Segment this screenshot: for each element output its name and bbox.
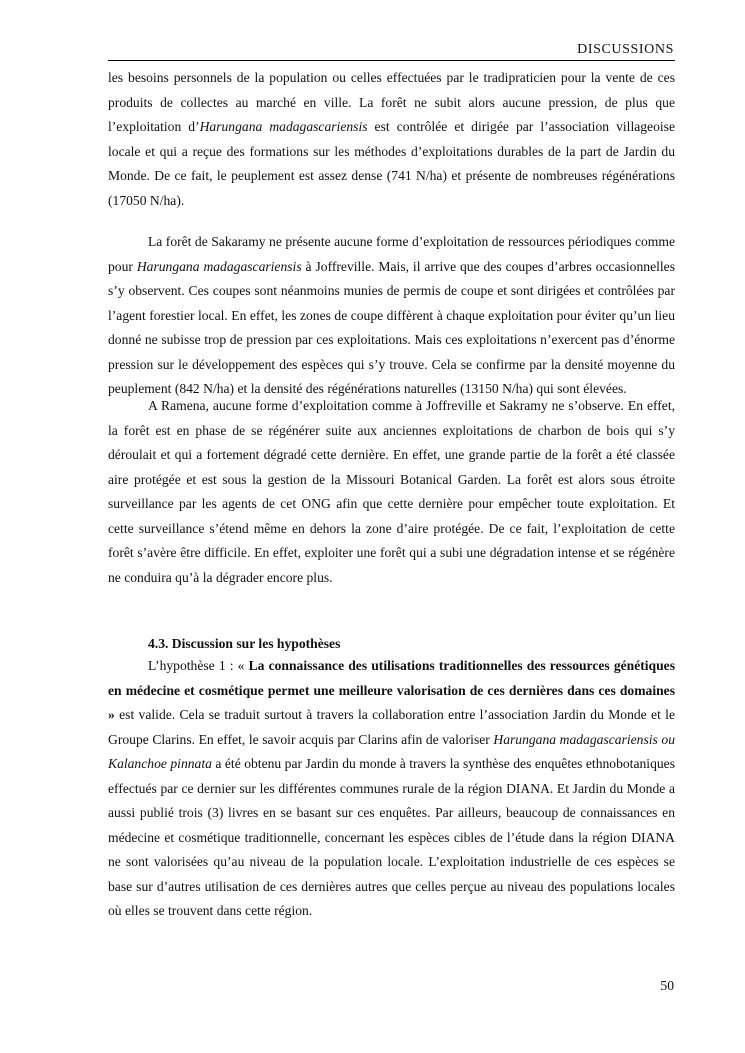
paragraph-ramena <box>108 394 675 590</box>
paragraph-hypothesis-1 <box>108 654 675 924</box>
paragraph-joffreville <box>108 66 675 213</box>
text-run: à Joffreville. Mais, il arrive que des coupes d’arbres occasionnelles s’y observent. Ces coupes sont néanmoins munies de permis de coupe et sont dirigées et contrôlées par l’agent forestier local. En effet, les zones de coupe diffèrent à chaque exploitation pour éviter qu’un lieu donné ne subisse trop de pression par ces exploitations. Mais ces exploitations n’exercent pas d’énorme pression sur le développement des espèces qui s’y trouve. Cela se confirme par la densité moyenne du peuplement (842 N/ha) et la densité des régénérations naturelles (13150 N/ha) qui sont élevées. <box>108 258 675 396</box>
page-number: 50 <box>660 978 674 993</box>
italic-text: Harungana madagascariensis <box>199 119 368 134</box>
text-run: A Ramena, aucune forme d’exploitation comme à Joffreville et Sakramy ne s’observe. En effet, la forêt est en phase de se régénérer suite aux anciennes exploitations de charbon de bois qui s’y déroulait et qui a fortement dégradé cette dernière. En effet, une grande partie de la forêt a été classée aire protégée et est sous la gestion de la Missouri Botanical Garden. La forêt est alors sous étroite surveillance par les agents de cet ONG afin que cette dernière pour empêcher toute exploitation. Et cette surveillance s’étend même en dehors la zone d’aire protégée. De ce fait, l’exploitation de cette forêt s’avère être difficile. En effet, exploiter une forêt qui a subi une dégradation intense et se régénère ne conduira qu’à la dégrader encore plus. <box>108 398 675 585</box>
italic-text: Harungana madagascariensis <box>136 258 302 274</box>
text-run: est valide. Cela se traduit surtout à travers la collaboration entre l’association Jardin du Monde et le Groupe Clarins. En effet, le savoir acquis par Clarins afin de valoriser <box>108 707 675 747</box>
text-run: les besoins personnels de la population ou celles effectuées par le tradipraticien pour la vente de ces produits de collectes au marché en ville. La forêt ne subit alors aucune pression, de plus que l’exploitation d’ <box>108 70 675 134</box>
bold-text: La connaissance des utilisations traditionnelles des ressources génétiques en médecine et cosmétique permet une meilleure valorisation de ces dernières dans ces domaines » <box>108 658 676 722</box>
running-header-title: DISCUSSIONS <box>577 42 674 57</box>
text-run: est contrôlée et dirigée par l’association villageoise locale et qui a reçue des formations sur les méthodes d’exploitations durables de la part de Jardin du Monde. De ce fait, le peuplement est assez dense (741 N/ha) et présente de nombreuses régénérations (17050 N/ha). <box>108 119 675 208</box>
text-run: L’hypothèse 1 : « <box>148 658 249 673</box>
paragraph-sakaramy <box>108 230 675 402</box>
italic-text: Harungana madagascariensis ou Kalanchoe pinnata <box>108 731 675 771</box>
section-heading: 4.3. Discussion sur les hypothèses <box>148 636 341 651</box>
header-divider <box>108 60 675 61</box>
text-run: a été obtenu par Jardin du monde à travers la synthèse des enquêtes ethnobotaniques effectués par ce dernier sur les différentes communes rurale de la région DIANA. Et Jardin du Monde a aussi publié trois (3) livres en se basant sur ces enquêtes. Par ailleurs, beaucoup de connaissances en médecine et cosmétique traditionnelle, concernant les espèces cibles de l’étude dans la région DIANA ne sont valorisées qu’au niveau de la population locale. L’exploitation industrielle de ces espèces se base sur d’autres utilisation de ces dernières autres que celles perçue au niveau des populations locales où elles se trouvent dans cette région. <box>108 756 675 918</box>
text-run: La forêt de Sakaramy ne présente aucune forme d’exploitation de ressources périodiques comme pour <box>108 234 675 274</box>
